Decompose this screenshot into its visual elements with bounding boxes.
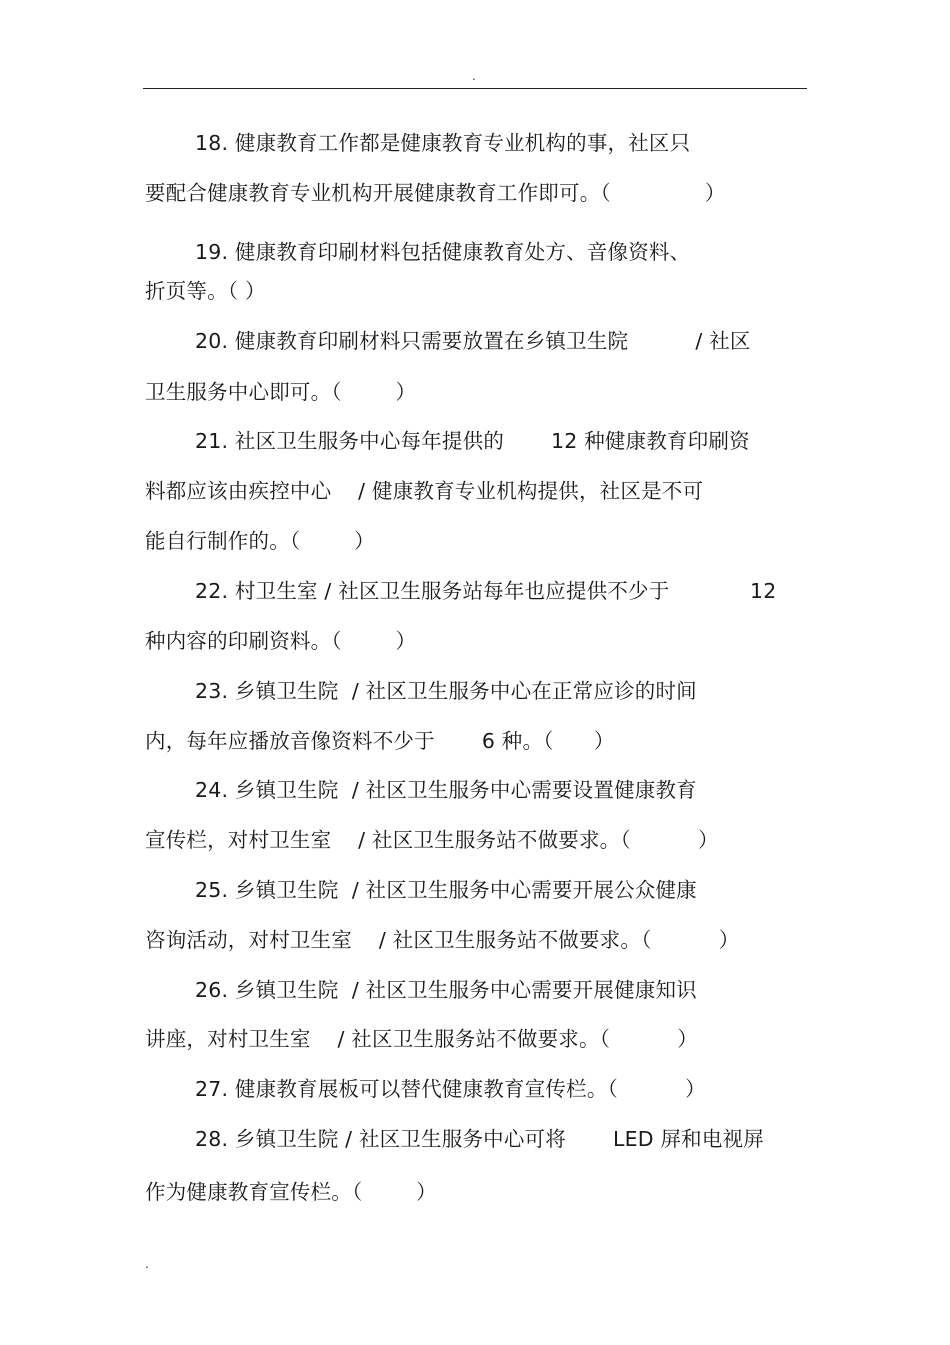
question-line: 21. 社区卫生服务中心每年提供的 12 种健康教育印刷资 xyxy=(195,429,750,453)
question-line: 要配合健康教育专业机构开展健康教育工作即可。（ ） xyxy=(145,181,726,205)
question-line: 能自行制作的。（ ） xyxy=(145,529,375,553)
footer-dot: . xyxy=(145,1257,149,1271)
question-line: 种内容的印刷资料。（ ） xyxy=(145,629,417,653)
question-line: 18. 健康教育工作都是健康教育专业机构的事，社区只 xyxy=(195,131,691,155)
question-line: 23. 乡镇卫生院 / 社区卫生服务中心在正常应诊的时间 xyxy=(195,679,697,703)
question-line: 25. 乡镇卫生院 / 社区卫生服务中心需要开展公众健康 xyxy=(195,878,697,902)
question-line: 料都应该由疾控中心 / 健康教育专业机构提供，社区是不可 xyxy=(145,479,704,503)
question-line: 宣传栏，对村卫生室 / 社区卫生服务站不做要求。（ ） xyxy=(145,828,719,852)
question-line: 28. 乡镇卫生院 / 社区卫生服务中心可将 LED 屏和电视屏 xyxy=(195,1127,764,1151)
question-line: 咨询活动，对村卫生室 / 社区卫生服务站不做要求。（ ） xyxy=(145,928,740,952)
question-line: 卫生服务中心即可。（ ） xyxy=(145,380,417,404)
question-line: 20. 健康教育印刷材料只需要放置在乡镇卫生院 / 社区 xyxy=(195,329,751,353)
question-line: 22. 村卫生室 / 社区卫生服务站每年也应提供不少于 12 xyxy=(195,579,777,603)
question-line: 内，每年应播放音像资料不少于 6 种。（ ） xyxy=(145,729,615,753)
header-rule xyxy=(143,88,807,89)
question-line: 27. 健康教育展板可以替代健康教育宣传栏。（ ） xyxy=(195,1077,706,1101)
question-line: 24. 乡镇卫生院 / 社区卫生服务中心需要设置健康教育 xyxy=(195,778,697,802)
header-dot: . xyxy=(472,69,476,83)
question-line: 作为健康教育宣传栏。（ ） xyxy=(145,1180,437,1204)
question-line: 折页等。（ ） xyxy=(145,279,266,303)
question-line: 26. 乡镇卫生院 / 社区卫生服务中心需要开展健康知识 xyxy=(195,978,697,1002)
question-line: 19. 健康教育印刷材料包括健康教育处方、音像资料、 xyxy=(195,240,691,264)
question-line: 讲座，对村卫生室 / 社区卫生服务站不做要求。（ ） xyxy=(145,1027,699,1051)
